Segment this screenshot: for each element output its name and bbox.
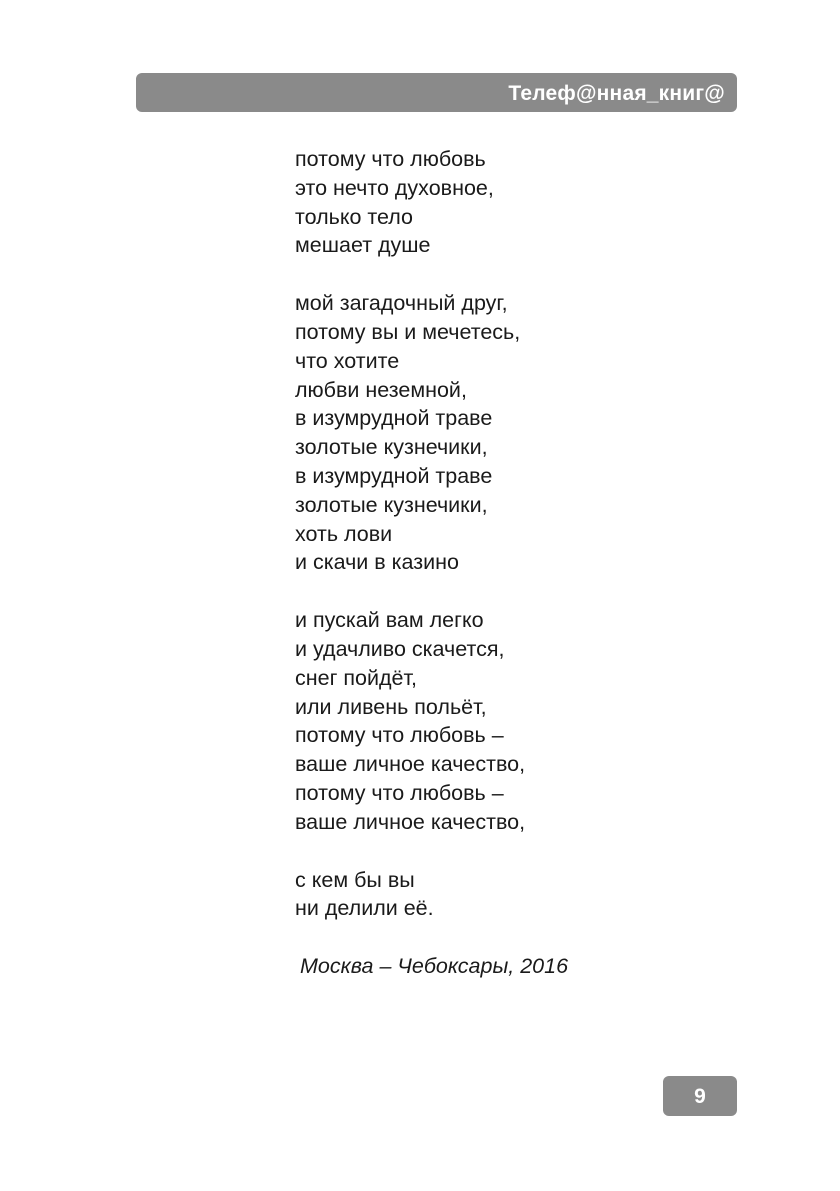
- poem-line: с кем бы вы: [295, 867, 415, 892]
- poem-line: и удачливо скачется,: [295, 636, 505, 661]
- poem-line: мой загадочный друг,: [295, 291, 508, 316]
- stanza: [295, 606, 715, 836]
- poem-line: золотые кузнечики,: [295, 492, 488, 517]
- poem-line: золотые кузнечики,: [295, 435, 488, 460]
- poem-line: любви неземной,: [295, 377, 467, 402]
- poem-line: это нечто духовное,: [295, 175, 494, 200]
- poem-body: [295, 145, 715, 952]
- poem-line: в изумрудной траве: [295, 406, 493, 431]
- poem-line: ваше личное качество,: [295, 809, 526, 834]
- poem-line: что хотите: [295, 348, 400, 373]
- stanza: [295, 866, 715, 924]
- poem-line: потому вы и мечетесь,: [295, 319, 521, 344]
- poem-line: и скачи в казино: [295, 550, 459, 575]
- poem-line: хоть лови: [295, 521, 393, 546]
- stanza: [295, 145, 715, 260]
- stanza: [295, 289, 715, 577]
- poem-line: или ливень польёт,: [295, 694, 487, 719]
- page-number: 9: [663, 1076, 737, 1116]
- poem-line: потому что любовь: [295, 147, 486, 171]
- running-header: [136, 73, 737, 112]
- poem-line: снег пойдёт,: [295, 665, 417, 690]
- poem-line: потому что любовь –: [295, 723, 504, 748]
- poem-line: ни делили её.: [295, 896, 434, 921]
- poem-signature: Москва – Чебоксары, 2016: [300, 954, 569, 978]
- poem-line: ваше личное качество,: [295, 752, 526, 777]
- book-title: Телеф@нная_книг@: [508, 82, 725, 105]
- poem-line: потому что любовь –: [295, 780, 504, 805]
- poem-line: и пускай вам легко: [295, 608, 484, 633]
- poem-line: мешает душе: [295, 233, 431, 258]
- poem-line: в изумрудной траве: [295, 463, 493, 488]
- poem-line: только тело: [295, 204, 414, 229]
